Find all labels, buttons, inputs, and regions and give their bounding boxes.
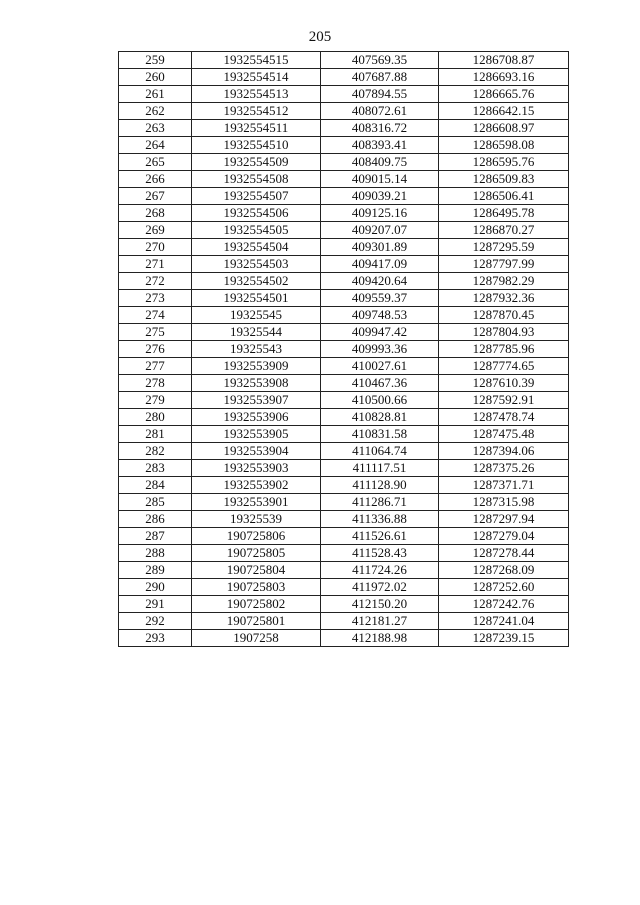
x-coordinate-cell: 410831.58 [321,426,439,443]
y-coordinate-cell: 1287797.99 [439,256,569,273]
point-id-cell: 1932554503 [192,256,321,273]
x-coordinate-cell: 408409.75 [321,154,439,171]
x-coordinate-cell: 409125.16 [321,205,439,222]
y-coordinate-cell: 1287375.26 [439,460,569,477]
x-coordinate-cell: 409417.09 [321,256,439,273]
y-coordinate-cell: 1286495.78 [439,205,569,222]
y-coordinate-cell: 1286693.16 [439,69,569,86]
row-index-cell: 270 [119,239,192,256]
y-coordinate-cell: 1287295.59 [439,239,569,256]
table-row [119,273,569,290]
y-coordinate-cell: 1287610.39 [439,375,569,392]
point-id-cell: 1932554506 [192,205,321,222]
row-index-cell: 276 [119,341,192,358]
point-id-cell: 1907258 [192,630,321,647]
point-id-cell: 190725804 [192,562,321,579]
row-index-cell: 289 [119,562,192,579]
point-id-cell: 19325544 [192,324,321,341]
row-index-cell: 263 [119,120,192,137]
table-row [119,205,569,222]
x-coordinate-cell: 411526.61 [321,528,439,545]
point-id-cell: 1932554514 [192,69,321,86]
x-coordinate-cell: 409947.42 [321,324,439,341]
point-id-cell: 190725806 [192,528,321,545]
row-index-cell: 271 [119,256,192,273]
point-id-cell: 1932553903 [192,460,321,477]
table-row [119,494,569,511]
table-row [119,239,569,256]
table-row [119,630,569,647]
row-index-cell: 280 [119,409,192,426]
point-id-cell: 1932554512 [192,103,321,120]
y-coordinate-cell: 1286870.27 [439,222,569,239]
y-coordinate-cell: 1286598.08 [439,137,569,154]
table-row [119,52,569,69]
point-id-cell: 1932553909 [192,358,321,375]
row-index-cell: 285 [119,494,192,511]
table-row [119,392,569,409]
table-row [119,86,569,103]
x-coordinate-cell: 411528.43 [321,545,439,562]
table-row [119,188,569,205]
y-coordinate-cell: 1286595.76 [439,154,569,171]
x-coordinate-cell: 409420.64 [321,273,439,290]
row-index-cell: 290 [119,579,192,596]
x-coordinate-cell: 407569.35 [321,52,439,69]
y-coordinate-cell: 1287785.96 [439,341,569,358]
x-coordinate-cell: 409015.14 [321,171,439,188]
table-row [119,341,569,358]
x-coordinate-cell: 407894.55 [321,86,439,103]
x-coordinate-cell: 411972.02 [321,579,439,596]
page-number: 205 [308,29,332,45]
row-index-cell: 259 [119,52,192,69]
y-coordinate-cell: 1287371.71 [439,477,569,494]
table-row [119,358,569,375]
table-row [119,545,569,562]
y-coordinate-cell: 1287242.76 [439,596,569,613]
x-coordinate-cell: 411286.71 [321,494,439,511]
x-coordinate-cell: 409559.37 [321,290,439,307]
row-index-cell: 282 [119,443,192,460]
point-id-cell: 1932554515 [192,52,321,69]
y-coordinate-cell: 1286665.76 [439,86,569,103]
row-index-cell: 261 [119,86,192,103]
table-row [119,426,569,443]
row-index-cell: 275 [119,324,192,341]
x-coordinate-cell: 409993.36 [321,341,439,358]
y-coordinate-cell: 1287870.45 [439,307,569,324]
point-id-cell: 1932554507 [192,188,321,205]
x-coordinate-cell: 411117.51 [321,460,439,477]
table-row [119,562,569,579]
table-row [119,460,569,477]
x-coordinate-cell: 409748.53 [321,307,439,324]
row-index-cell: 288 [119,545,192,562]
point-id-cell: 1932553904 [192,443,321,460]
x-coordinate-cell: 410027.61 [321,358,439,375]
row-index-cell: 274 [119,307,192,324]
row-index-cell: 267 [119,188,192,205]
table-row [119,103,569,120]
x-coordinate-cell: 410828.81 [321,409,439,426]
table-row [119,409,569,426]
x-coordinate-cell: 412181.27 [321,613,439,630]
row-index-cell: 277 [119,358,192,375]
table-body [119,52,569,647]
point-id-cell: 19325543 [192,341,321,358]
point-id-cell: 190725803 [192,579,321,596]
table-row [119,477,569,494]
point-id-cell: 1932554505 [192,222,321,239]
row-index-cell: 264 [119,137,192,154]
row-index-cell: 266 [119,171,192,188]
row-index-cell: 293 [119,630,192,647]
y-coordinate-cell: 1286708.87 [439,52,569,69]
y-coordinate-cell: 1287297.94 [439,511,569,528]
x-coordinate-cell: 407687.88 [321,69,439,86]
x-coordinate-cell: 411128.90 [321,477,439,494]
table-row [119,256,569,273]
table-row [119,290,569,307]
row-index-cell: 265 [119,154,192,171]
y-coordinate-cell: 1287592.91 [439,392,569,409]
table-row [119,511,569,528]
point-id-cell: 190725802 [192,596,321,613]
x-coordinate-cell: 408393.41 [321,137,439,154]
row-index-cell: 284 [119,477,192,494]
table-row [119,171,569,188]
row-index-cell: 273 [119,290,192,307]
y-coordinate-cell: 1287268.09 [439,562,569,579]
point-id-cell: 1932554508 [192,171,321,188]
row-index-cell: 272 [119,273,192,290]
table-row [119,579,569,596]
table-row [119,375,569,392]
point-id-cell: 1932553901 [192,494,321,511]
table-row [119,137,569,154]
y-coordinate-cell: 1286642.15 [439,103,569,120]
y-coordinate-cell: 1287252.60 [439,579,569,596]
point-id-cell: 190725805 [192,545,321,562]
y-coordinate-cell: 1287278.44 [439,545,569,562]
point-id-cell: 1932554502 [192,273,321,290]
point-id-cell: 1932553908 [192,375,321,392]
point-id-cell: 190725801 [192,613,321,630]
table-row [119,613,569,630]
x-coordinate-cell: 409301.89 [321,239,439,256]
row-index-cell: 283 [119,460,192,477]
point-id-cell: 1932554501 [192,290,321,307]
row-index-cell: 292 [119,613,192,630]
point-id-cell: 1932554513 [192,86,321,103]
point-id-cell: 1932553902 [192,477,321,494]
point-id-cell: 19325539 [192,511,321,528]
table-row [119,596,569,613]
point-id-cell: 1932553906 [192,409,321,426]
table-row [119,120,569,137]
y-coordinate-cell: 1286506.41 [439,188,569,205]
point-id-cell: 1932554511 [192,120,321,137]
y-coordinate-cell: 1286608.97 [439,120,569,137]
y-coordinate-cell: 1287394.06 [439,443,569,460]
x-coordinate-cell: 411064.74 [321,443,439,460]
row-index-cell: 278 [119,375,192,392]
y-coordinate-cell: 1287279.04 [439,528,569,545]
x-coordinate-cell: 410500.66 [321,392,439,409]
y-coordinate-cell: 1287932.36 [439,290,569,307]
point-id-cell: 1932554510 [192,137,321,154]
table-row [119,528,569,545]
table-row [119,222,569,239]
point-id-cell: 1932554509 [192,154,321,171]
x-coordinate-cell: 411336.88 [321,511,439,528]
row-index-cell: 281 [119,426,192,443]
y-coordinate-cell: 1287475.48 [439,426,569,443]
x-coordinate-cell: 412150.20 [321,596,439,613]
x-coordinate-cell: 408072.61 [321,103,439,120]
table-row [119,154,569,171]
row-index-cell: 287 [119,528,192,545]
row-index-cell: 262 [119,103,192,120]
table-row [119,324,569,341]
table-row [119,443,569,460]
y-coordinate-cell: 1287774.65 [439,358,569,375]
row-index-cell: 279 [119,392,192,409]
row-index-cell: 260 [119,69,192,86]
x-coordinate-cell: 409207.07 [321,222,439,239]
x-coordinate-cell: 409039.21 [321,188,439,205]
x-coordinate-cell: 408316.72 [321,120,439,137]
x-coordinate-cell: 411724.26 [321,562,439,579]
y-coordinate-cell: 1287804.93 [439,324,569,341]
point-id-cell: 19325545 [192,307,321,324]
row-index-cell: 286 [119,511,192,528]
y-coordinate-cell: 1287478.74 [439,409,569,426]
table-row [119,307,569,324]
row-index-cell: 291 [119,596,192,613]
table-row [119,69,569,86]
x-coordinate-cell: 412188.98 [321,630,439,647]
point-id-cell: 1932553907 [192,392,321,409]
point-id-cell: 1932554504 [192,239,321,256]
point-id-cell: 1932553905 [192,426,321,443]
y-coordinate-cell: 1286509.83 [439,171,569,188]
y-coordinate-cell: 1287241.04 [439,613,569,630]
y-coordinate-cell: 1287315.98 [439,494,569,511]
row-index-cell: 268 [119,205,192,222]
y-coordinate-cell: 1287982.29 [439,273,569,290]
coordinate-table [118,51,569,647]
y-coordinate-cell: 1287239.15 [439,630,569,647]
row-index-cell: 269 [119,222,192,239]
x-coordinate-cell: 410467.36 [321,375,439,392]
